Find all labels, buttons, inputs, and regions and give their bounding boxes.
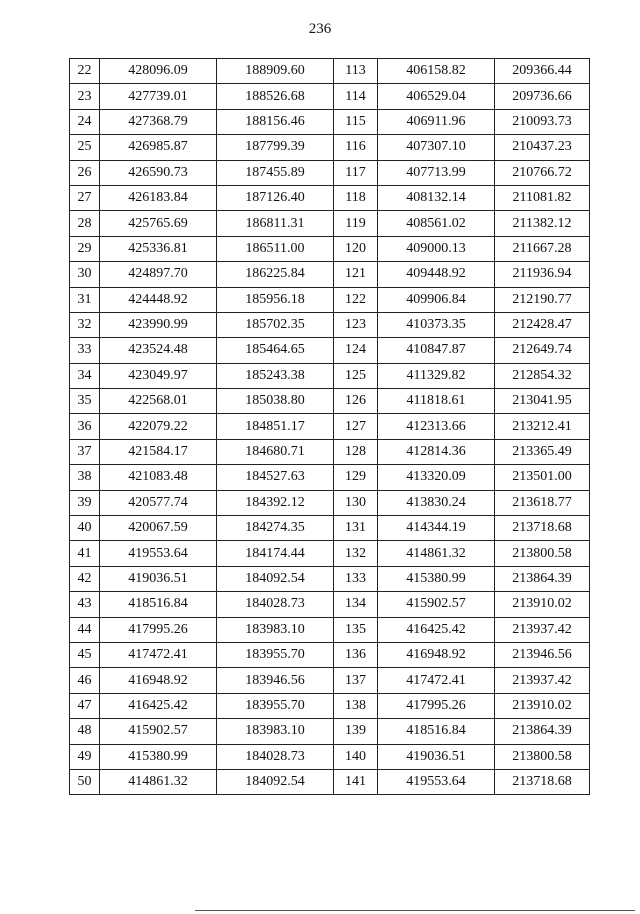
point-number-cell: 124 [334,338,378,363]
y-coordinate-cell: 187126.40 [217,185,334,210]
point-number-cell: 32 [70,312,100,337]
page-edge-line [195,910,635,911]
x-coordinate-cell: 409906.84 [378,287,495,312]
x-coordinate-cell: 426985.87 [100,135,217,160]
point-number-cell: 120 [334,236,378,261]
point-number-cell: 50 [70,769,100,794]
point-number-cell: 36 [70,414,100,439]
x-coordinate-cell: 415380.99 [100,744,217,769]
x-coordinate-cell: 412814.36 [378,439,495,464]
y-coordinate-cell: 185702.35 [217,312,334,337]
y-coordinate-cell: 213618.77 [495,490,590,515]
y-coordinate-cell: 184680.71 [217,439,334,464]
x-coordinate-cell: 425336.81 [100,236,217,261]
table-row [70,414,590,439]
table-row [70,617,590,642]
point-number-cell: 35 [70,389,100,414]
point-number-cell: 40 [70,516,100,541]
point-number-cell: 125 [334,363,378,388]
x-coordinate-cell: 419036.51 [100,566,217,591]
x-coordinate-cell: 408132.14 [378,185,495,210]
y-coordinate-cell: 212649.74 [495,338,590,363]
y-coordinate-cell: 185956.18 [217,287,334,312]
x-coordinate-cell: 410373.35 [378,312,495,337]
x-coordinate-cell: 419036.51 [378,744,495,769]
point-number-cell: 43 [70,592,100,617]
y-coordinate-cell: 210437.23 [495,135,590,160]
x-coordinate-cell: 427739.01 [100,84,217,109]
y-coordinate-cell: 184092.54 [217,566,334,591]
x-coordinate-cell: 413320.09 [378,465,495,490]
x-coordinate-cell: 416425.42 [100,693,217,718]
x-coordinate-cell: 428096.09 [100,59,217,84]
x-coordinate-cell: 423990.99 [100,312,217,337]
x-coordinate-cell: 410847.87 [378,338,495,363]
x-coordinate-cell: 420577.74 [100,490,217,515]
point-number-cell: 127 [334,414,378,439]
point-number-cell: 33 [70,338,100,363]
x-coordinate-cell: 411329.82 [378,363,495,388]
point-number-cell: 140 [334,744,378,769]
table-row [70,287,590,312]
point-number-cell: 133 [334,566,378,591]
x-coordinate-cell: 407307.10 [378,135,495,160]
point-number-cell: 48 [70,719,100,744]
point-number-cell: 122 [334,287,378,312]
x-coordinate-cell: 419553.64 [100,541,217,566]
point-number-cell: 114 [334,84,378,109]
x-coordinate-cell: 422568.01 [100,389,217,414]
table-row [70,516,590,541]
table-row [70,465,590,490]
y-coordinate-cell: 183983.10 [217,617,334,642]
table-row [70,135,590,160]
coordinates-table [69,58,590,795]
point-number-cell: 37 [70,439,100,464]
y-coordinate-cell: 213365.49 [495,439,590,464]
y-coordinate-cell: 209736.66 [495,84,590,109]
x-coordinate-cell: 421584.17 [100,439,217,464]
y-coordinate-cell: 213041.95 [495,389,590,414]
point-number-cell: 113 [334,59,378,84]
y-coordinate-cell: 210766.72 [495,160,590,185]
point-number-cell: 24 [70,109,100,134]
table-row [70,744,590,769]
point-number-cell: 116 [334,135,378,160]
point-number-cell: 44 [70,617,100,642]
point-number-cell: 39 [70,490,100,515]
point-number-cell: 46 [70,668,100,693]
point-number-cell: 22 [70,59,100,84]
table-row [70,719,590,744]
y-coordinate-cell: 188526.68 [217,84,334,109]
y-coordinate-cell: 185038.80 [217,389,334,414]
y-coordinate-cell: 211667.28 [495,236,590,261]
x-coordinate-cell: 406158.82 [378,59,495,84]
y-coordinate-cell: 185243.38 [217,363,334,388]
y-coordinate-cell: 184092.54 [217,769,334,794]
y-coordinate-cell: 212854.32 [495,363,590,388]
y-coordinate-cell: 183955.70 [217,693,334,718]
point-number-cell: 136 [334,642,378,667]
y-coordinate-cell: 213937.42 [495,668,590,693]
x-coordinate-cell: 415902.57 [378,592,495,617]
point-number-cell: 138 [334,693,378,718]
y-coordinate-cell: 185464.65 [217,338,334,363]
point-number-cell: 141 [334,769,378,794]
y-coordinate-cell: 212190.77 [495,287,590,312]
x-coordinate-cell: 423049.97 [100,363,217,388]
point-number-cell: 128 [334,439,378,464]
x-coordinate-cell: 418516.84 [378,719,495,744]
y-coordinate-cell: 184028.73 [217,592,334,617]
x-coordinate-cell: 425765.69 [100,211,217,236]
y-coordinate-cell: 213800.58 [495,744,590,769]
y-coordinate-cell: 186811.31 [217,211,334,236]
y-coordinate-cell: 184174.44 [217,541,334,566]
table-row [70,312,590,337]
x-coordinate-cell: 416948.92 [378,642,495,667]
x-coordinate-cell: 415380.99 [378,566,495,591]
y-coordinate-cell: 211936.94 [495,262,590,287]
table-row [70,439,590,464]
y-coordinate-cell: 187799.39 [217,135,334,160]
point-number-cell: 23 [70,84,100,109]
point-number-cell: 123 [334,312,378,337]
y-coordinate-cell: 210093.73 [495,109,590,134]
point-number-cell: 139 [334,719,378,744]
point-number-cell: 126 [334,389,378,414]
point-number-cell: 119 [334,211,378,236]
x-coordinate-cell: 414344.19 [378,516,495,541]
y-coordinate-cell: 213501.00 [495,465,590,490]
y-coordinate-cell: 186511.00 [217,236,334,261]
point-number-cell: 41 [70,541,100,566]
point-number-cell: 130 [334,490,378,515]
point-number-cell: 38 [70,465,100,490]
point-number-cell: 28 [70,211,100,236]
y-coordinate-cell: 213910.02 [495,693,590,718]
point-number-cell: 47 [70,693,100,718]
y-coordinate-cell: 211081.82 [495,185,590,210]
y-coordinate-cell: 183946.56 [217,668,334,693]
x-coordinate-cell: 426590.73 [100,160,217,185]
x-coordinate-cell: 412313.66 [378,414,495,439]
table-row [70,211,590,236]
y-coordinate-cell: 184392.12 [217,490,334,515]
y-coordinate-cell: 213718.68 [495,516,590,541]
point-number-cell: 29 [70,236,100,261]
point-number-cell: 135 [334,617,378,642]
x-coordinate-cell: 424897.70 [100,262,217,287]
point-number-cell: 42 [70,566,100,591]
point-number-cell: 134 [334,592,378,617]
page-number: 236 [308,21,332,37]
table-row [70,236,590,261]
x-coordinate-cell: 414861.32 [378,541,495,566]
point-number-cell: 45 [70,642,100,667]
table-row [70,185,590,210]
point-number-cell: 137 [334,668,378,693]
table-row [70,668,590,693]
y-coordinate-cell: 184274.35 [217,516,334,541]
y-coordinate-cell: 213800.58 [495,541,590,566]
table-row [70,109,590,134]
x-coordinate-cell: 407713.99 [378,160,495,185]
y-coordinate-cell: 213212.41 [495,414,590,439]
point-number-cell: 30 [70,262,100,287]
point-number-cell: 25 [70,135,100,160]
point-number-cell: 34 [70,363,100,388]
table-row [70,363,590,388]
table-row [70,566,590,591]
x-coordinate-cell: 406911.96 [378,109,495,134]
y-coordinate-cell: 188909.60 [217,59,334,84]
x-coordinate-cell: 417995.26 [100,617,217,642]
x-coordinate-cell: 417995.26 [378,693,495,718]
table-row [70,642,590,667]
x-coordinate-cell: 422079.22 [100,414,217,439]
x-coordinate-cell: 417472.41 [378,668,495,693]
x-coordinate-cell: 417472.41 [100,642,217,667]
table-row [70,262,590,287]
x-coordinate-cell: 419553.64 [378,769,495,794]
y-coordinate-cell: 187455.89 [217,160,334,185]
x-coordinate-cell: 409448.92 [378,262,495,287]
y-coordinate-cell: 209366.44 [495,59,590,84]
x-coordinate-cell: 413830.24 [378,490,495,515]
x-coordinate-cell: 416425.42 [378,617,495,642]
y-coordinate-cell: 211382.12 [495,211,590,236]
x-coordinate-cell: 421083.48 [100,465,217,490]
point-number-cell: 27 [70,185,100,210]
x-coordinate-cell: 424448.92 [100,287,217,312]
table-row [70,541,590,566]
y-coordinate-cell: 188156.46 [217,109,334,134]
y-coordinate-cell: 212428.47 [495,312,590,337]
table-row [70,490,590,515]
y-coordinate-cell: 186225.84 [217,262,334,287]
y-coordinate-cell: 213864.39 [495,566,590,591]
y-coordinate-cell: 213718.68 [495,769,590,794]
table-row [70,389,590,414]
y-coordinate-cell: 184527.63 [217,465,334,490]
table-row [70,59,590,84]
x-coordinate-cell: 420067.59 [100,516,217,541]
point-number-cell: 121 [334,262,378,287]
x-coordinate-cell: 427368.79 [100,109,217,134]
table-body [70,59,590,795]
point-number-cell: 49 [70,744,100,769]
y-coordinate-cell: 213910.02 [495,592,590,617]
x-coordinate-cell: 406529.04 [378,84,495,109]
table-row [70,693,590,718]
table-row [70,592,590,617]
point-number-cell: 131 [334,516,378,541]
point-number-cell: 132 [334,541,378,566]
y-coordinate-cell: 184028.73 [217,744,334,769]
table-row [70,338,590,363]
point-number-cell: 117 [334,160,378,185]
point-number-cell: 31 [70,287,100,312]
x-coordinate-cell: 426183.84 [100,185,217,210]
table-row [70,160,590,185]
x-coordinate-cell: 409000.13 [378,236,495,261]
y-coordinate-cell: 183955.70 [217,642,334,667]
point-number-cell: 118 [334,185,378,210]
point-number-cell: 26 [70,160,100,185]
point-number-cell: 129 [334,465,378,490]
table-row [70,84,590,109]
x-coordinate-cell: 408561.02 [378,211,495,236]
point-number-cell: 115 [334,109,378,134]
y-coordinate-cell: 183983.10 [217,719,334,744]
x-coordinate-cell: 416948.92 [100,668,217,693]
x-coordinate-cell: 414861.32 [100,769,217,794]
y-coordinate-cell: 184851.17 [217,414,334,439]
x-coordinate-cell: 415902.57 [100,719,217,744]
x-coordinate-cell: 411818.61 [378,389,495,414]
x-coordinate-cell: 423524.48 [100,338,217,363]
y-coordinate-cell: 213946.56 [495,642,590,667]
y-coordinate-cell: 213864.39 [495,719,590,744]
x-coordinate-cell: 418516.84 [100,592,217,617]
y-coordinate-cell: 213937.42 [495,617,590,642]
table-row [70,769,590,794]
